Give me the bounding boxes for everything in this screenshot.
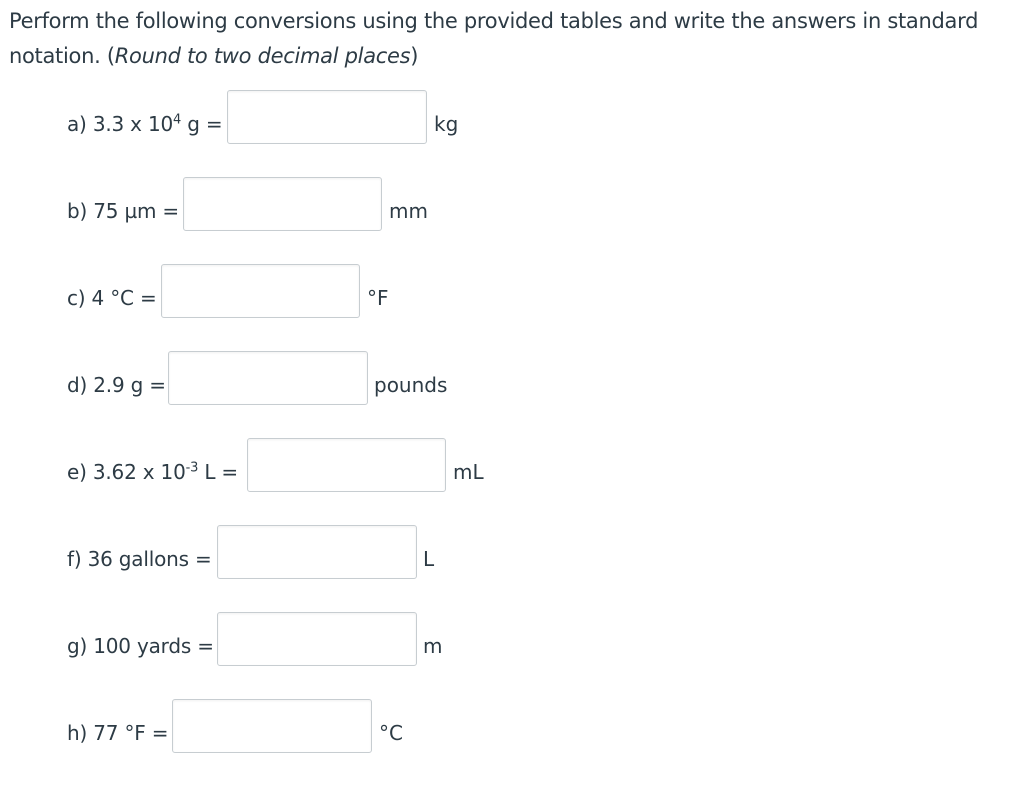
question-d-label (67, 373, 166, 397)
question-e-exponent: -3 (185, 460, 199, 476)
unit-c: °F (367, 286, 389, 310)
answer-input-h[interactable] (172, 699, 372, 753)
unit-b: mm (389, 199, 428, 223)
answer-input-c[interactable] (161, 264, 360, 318)
answer-input-a[interactable] (227, 90, 427, 144)
question-d-prefix: d) 2.9 g = (67, 373, 166, 397)
unit-f: L (423, 547, 435, 571)
question-f-prefix: f) 36 gallons = (67, 547, 212, 571)
question-e-label (67, 460, 238, 484)
question-g-label (67, 634, 214, 658)
question-a-prefix: a) 3.3 x 10 (67, 112, 174, 136)
question-f-label (67, 547, 212, 571)
question-a-exponent: 4 (173, 112, 182, 128)
answer-input-e[interactable] (247, 438, 446, 492)
question-a-label (67, 112, 222, 136)
question-c-label (67, 286, 157, 310)
question-g-prefix: g) 100 yards = (67, 634, 214, 658)
instructions (9, 4, 1009, 74)
question-h-label (67, 721, 168, 745)
question-a-suffix: g = (181, 112, 223, 136)
answer-input-g[interactable] (217, 612, 417, 666)
answer-input-f[interactable] (217, 525, 417, 579)
unit-h: °C (379, 721, 403, 745)
question-e-prefix: e) 3.62 x 10 (67, 460, 186, 484)
answer-input-b[interactable] (183, 177, 382, 231)
question-b-prefix: b) 75 µm = (67, 199, 179, 223)
unit-a: kg (434, 112, 459, 136)
question-b-label (67, 199, 179, 223)
instructions-text-end: ) (410, 44, 419, 68)
unit-e: mL (453, 460, 484, 484)
unit-g: m (423, 634, 443, 658)
question-h-prefix: h) 77 °F = (67, 721, 169, 745)
question-e-suffix: L = (198, 460, 238, 484)
unit-d: pounds (374, 373, 448, 397)
answer-input-d[interactable] (168, 351, 368, 405)
question-c-prefix: c) 4 °C = (67, 286, 157, 310)
instructions-emphasis: Round to two decimal places (114, 44, 411, 68)
instructions-text: Perform the following conversions using the provided tables and write the answers in standard notation. ( (9, 9, 979, 68)
